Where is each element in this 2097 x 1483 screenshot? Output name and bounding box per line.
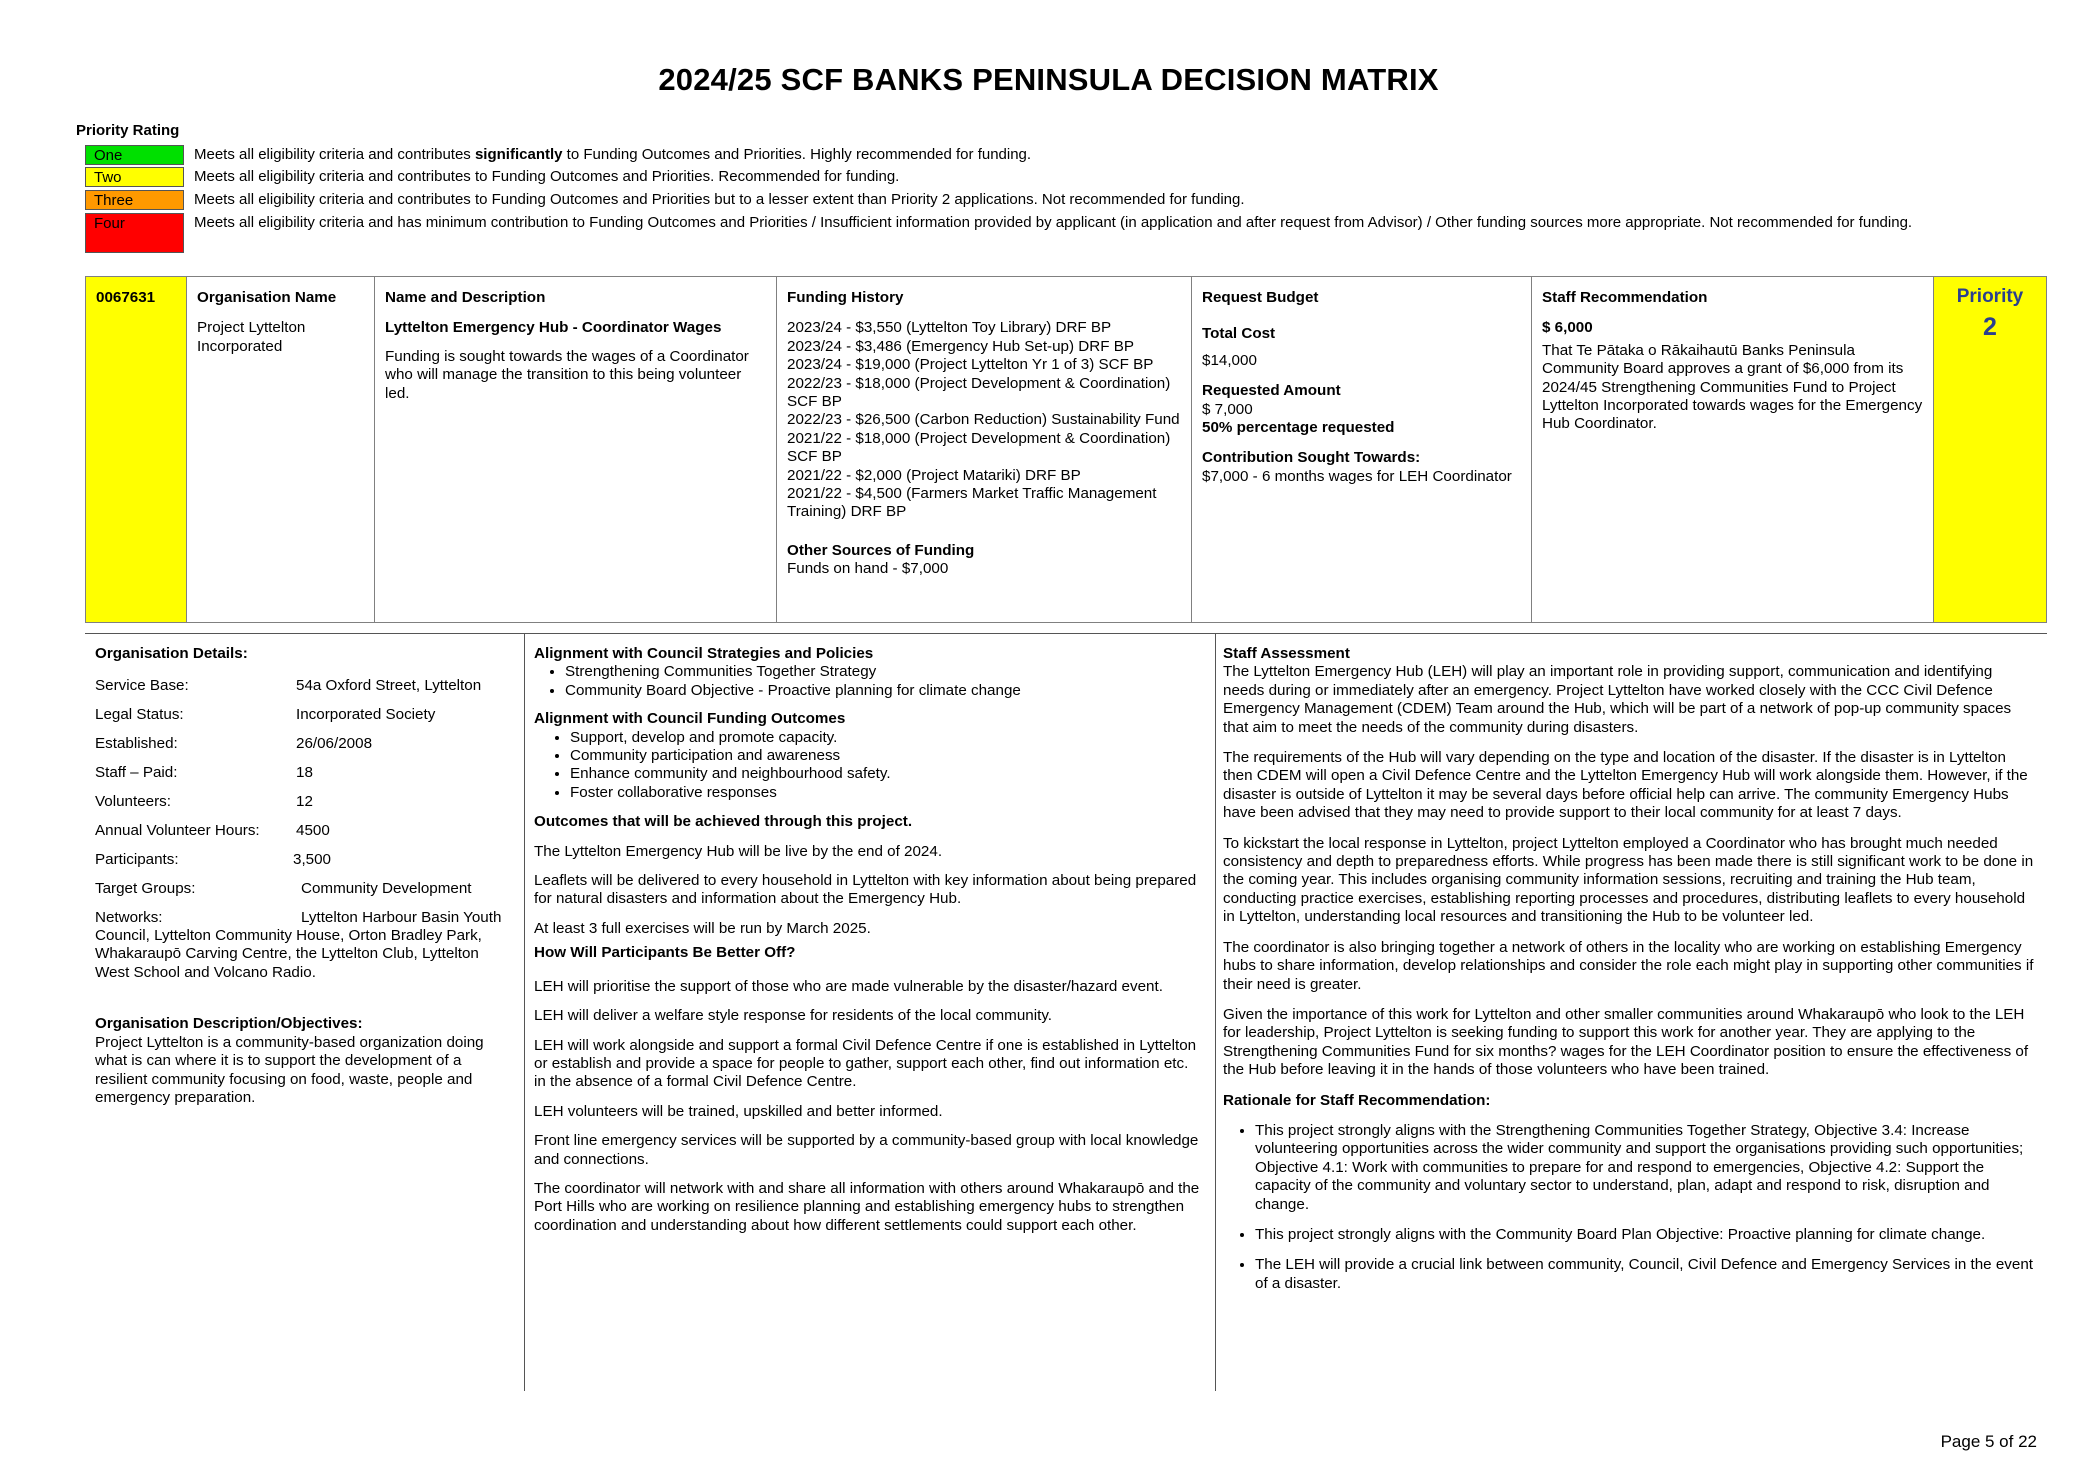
description-cell	[375, 277, 777, 622]
legend-swatch-three: Three	[85, 190, 184, 210]
legend-swatch-one: One	[85, 145, 184, 165]
list-item: • Community Board Objective - Proactive planning for climate change	[565, 682, 1204, 700]
requested-amount-label: Requested Amount	[1202, 382, 1341, 400]
legal-status-value: Incorporated Society	[296, 706, 436, 723]
legend-text-one: Meets all eligibility criteria and contributes significantly to Funding Outcomes and Priorities. Highly recommended for funding.	[194, 146, 1032, 163]
legend-swatch-four: Four	[85, 213, 184, 253]
funding-history-item: 2022/23 - $18,000 (Project Development & Coordination) SCF BP	[787, 374, 1171, 411]
funding-history-item: 2022/23 - $26,500 (Carbon Reduction) Sustainability Fund	[787, 411, 1180, 429]
better-off-paragraph: The coordinator will network with and share all information with others around Whakaraupō and the Port Hills who are working on resilience planning and establishing emergency hubs to strengthen coordination and understanding about how different settlements could support each other.	[534, 1179, 1200, 1234]
funding-history-header: Funding History	[787, 289, 904, 306]
list-item: • Community participation and awareness	[570, 747, 1204, 765]
staff-recommendation-header: Staff Recommendation	[1542, 289, 1708, 306]
legend-text-three: Meets all eligibility criteria and contributes to Funding Outcomes and Priorities but to a lesser extent than Priority 2 applications. Not recommended for funding.	[194, 191, 1245, 208]
list-item: • Foster collaborative responses	[570, 784, 1204, 802]
legend-text-two: Meets all eligibility criteria and contributes to Funding Outcomes and Priorities. Recommended for funding.	[194, 168, 900, 185]
legend-swatch-two: Two	[85, 167, 184, 187]
project-name: Lyttelton Emergency Hub - Coordinator Wages	[385, 319, 722, 337]
detail-label: Networks:	[95, 909, 163, 926]
staff-assessment-panel	[1223, 645, 2036, 1305]
funding-history-item: 2021/22 - $18,000 (Project Development & Coordination) SCF BP	[787, 429, 1171, 466]
column-divider-right	[1215, 634, 1216, 1391]
other-sources: Funds on hand - $7,000	[787, 560, 949, 578]
column-divider-left	[524, 634, 525, 1391]
detail-label: Participants:	[95, 851, 179, 868]
list-item: • Support, develop and promote capacity.	[570, 729, 1204, 747]
established-value: 26/06/2008	[296, 735, 373, 752]
networks-value-first: Lyttelton Harbour Basin Youth	[301, 909, 502, 926]
funding-history-item: 2023/24 - $19,000 (Project Lyttelton Yr 1 of 3) SCF BP	[787, 356, 1154, 374]
funding-history-item: 2023/24 - $3,486 (Emergency Hub Set-up) DRF BP	[787, 337, 1134, 355]
list-item: • Enhance community and neighbourhood safety.	[570, 765, 1204, 783]
contribution-label: Contribution Sought Towards:	[1202, 449, 1421, 467]
strategies-list	[534, 663, 1204, 700]
legend-text-four: Meets all eligibility criteria and has minimum contribution to Funding Outcomes and Priorities / Insufficient information provided by applicant (in application and after request from Advisor) / Other funding sources more appropriate. Not recommended for funding.	[194, 214, 1913, 231]
description-header: Name and Description	[385, 289, 546, 306]
priority-value: 2	[1983, 313, 1997, 342]
list-item: • The LEH will provide a crucial link between community, Council, Civil Defence and Emergency Services in the event of a disaster.	[1255, 1256, 2036, 1293]
detail-label: Service Base:	[95, 677, 189, 694]
assessment-paragraph: The coordinator is also bringing together a network of others in the locality who are working on establishing Emergency hubs to share information, develop relationships and consider the role each might play in supporting other communities if their need is greater.	[1223, 938, 2034, 993]
detail-label: Established:	[95, 735, 178, 752]
service-base-value: 54a Oxford Street, Lyttelton	[296, 677, 482, 694]
section-divider	[85, 633, 2047, 634]
other-sources-header: Other Sources of Funding	[787, 541, 975, 559]
staff-recommendation-amount: $ 6,000	[1542, 319, 1593, 337]
staff-recommendation-cell	[1532, 277, 1934, 622]
alignment-panel	[534, 645, 1204, 1246]
detail-label: Volunteers:	[95, 793, 171, 810]
funding-history-item: 2021/22 - $4,500 (Farmers Market Traffic Management Training) DRF BP	[787, 485, 1157, 521]
outcomes-achieved-heading: Outcomes that will be achieved through this project.	[534, 813, 913, 831]
contribution-sought: $7,000 - 6 months wages for LEH Coordinator	[1202, 467, 1512, 485]
participants-value: 3,500	[293, 851, 332, 868]
better-off-heading: How Will Participants Be Better Off?	[534, 944, 796, 962]
detail-label: Annual Volunteer Hours:	[95, 822, 260, 839]
percentage-requested: 50% percentage requested	[1202, 419, 1395, 437]
org-name-cell	[187, 277, 375, 622]
better-off-paragraph: LEH will deliver a welfare style response for residents of the local community.	[534, 1007, 1052, 1025]
assessment-paragraph: The Lyttelton Emergency Hub (LEH) will play an important role in providing support, communication and identifying needs during or immediately after an emergency. Project Lyttelton have worked closely with the CCC Civil Defence Emergency Management (CDEM) Team around the Hub, which will be part of a network of pop-up community spaces that aim to meet the needs of the community during disasters.	[1223, 663, 2012, 736]
project-description: Funding is sought towards the wages of a Coordinator who will manage the transition to this being volunteer led.	[385, 347, 749, 402]
request-budget-header: Request Budget	[1202, 289, 1319, 306]
org-description: Project Lyttelton is a community-based organization doing what is can where it is to support the development of a resilient community focusing on food, waste, people and emergency preparation.	[95, 1034, 484, 1107]
rationale-heading: Rationale for Staff Recommendation:	[1223, 1091, 1491, 1109]
volunteers-value: 12	[296, 793, 313, 810]
funding-history-item: 2021/22 - $2,000 (Project Matariki) DRF BP	[787, 466, 1081, 484]
assessment-paragraph: The requirements of the Hub will vary depending on the type and location of the disaster. If the disaster is in Lyttelton then CDEM will open a Civil Defence Centre and the Lyttelton Emergency Hub will work alongside them. However, if the disaster is outside of Lyttelton it may be several days before official help can arrive. The community Emergency Hubs have been advised that they may need to provide support to their local community for at least 7 days.	[1223, 749, 2028, 822]
outcome-paragraph: The Lyttelton Emergency Hub will be live by the end of 2024.	[534, 842, 943, 860]
application-id-cell	[86, 277, 187, 622]
assessment-paragraph: To kickstart the local response in Lyttelton, project Lyttelton employed a Coordinator who has brought much needed consistency and depth to preparedness efforts. While progress has been made there is still significant work to be done in the coming year. This includes organising community information sessions, recruiting and training the Hub team, conducting practice exercises, establishing reporting processes and procedures, distributing leaflets to every household in Lyttelton, understanding local resources and transitioning the Hub to be volunteer led.	[1223, 834, 2034, 926]
funding-history-cell	[777, 277, 1192, 622]
networks-value-rest: Council, Lyttelton Community House, Orton Bradley Park, Whakaraupō Carving Centre, the Lyttelton Club, Lyttelton West School and Volcano Radio.	[95, 927, 482, 981]
target-groups-value: Community Development	[301, 880, 472, 897]
priority-rating-heading: Priority Rating	[76, 122, 180, 139]
org-description-heading: Organisation Description/Objectives:	[95, 1015, 363, 1032]
application-summary-table	[85, 276, 2047, 623]
staff-paid-value: 18	[296, 764, 313, 781]
page-title: 2024/25 SCF BANKS PENINSULA DECISION MATRIX	[658, 62, 1439, 97]
better-off-paragraph: LEH will prioritise the support of those who are made vulnerable by the disaster/hazard event.	[534, 977, 1163, 995]
staff-recommendation-text: That Te Pātaka o Rākaihautū Banks Peninsula Community Board approves a grant of $6,000 from its 2024/45 Strengthening Communities Fund to Project Lyttelton Incorporated towards wages for the Emergency Hub Coordinator.	[1542, 341, 1923, 433]
list-item: • This project strongly aligns with the Strengthening Communities Together Strategy, Objective 3.4: Increase volunteering opportunities across the wider community and support the organisations providing such opportunities; Objective 4.1: Work with communities to prepare for and respond to emergencies, Objective 4.2: Support the capacity of the community and voluntary sector to understand, plan, adapt and respond to risk, disruption and change.	[1255, 1122, 2036, 1214]
priority-cell	[1934, 277, 2046, 622]
volunteer-hours-value: 4500	[296, 822, 330, 839]
request-budget-cell	[1192, 277, 1532, 622]
detail-label: Legal Status:	[95, 706, 184, 723]
outcome-paragraph: At least 3 full exercises will be run by March 2025.	[534, 919, 871, 937]
application-id: 0067631	[96, 289, 156, 306]
priority-label: Priority	[1956, 286, 2024, 307]
better-off-paragraph: Front line emergency services will be supported by a community-based group with local knowledge and connections.	[534, 1132, 1199, 1168]
total-cost-label: Total Cost	[1202, 325, 1276, 343]
list-item: • Strengthening Communities Together Strategy	[565, 663, 1204, 681]
org-details-heading: Organisation Details:	[95, 645, 248, 662]
funding-history-item: 2023/24 - $3,550 (Lyttelton Toy Library) DRF BP	[787, 319, 1112, 337]
detail-label: Staff – Paid:	[95, 764, 178, 781]
staff-assessment-heading: Staff Assessment	[1223, 645, 1350, 662]
total-cost: $14,000	[1202, 351, 1257, 369]
outcome-paragraph: Leaflets will be delivered to every household in Lyttelton with key information about being prepared for natural disasters and information about the Emergency Hub.	[534, 872, 1197, 908]
requested-amount: $ 7,000	[1202, 400, 1253, 418]
strategies-heading: Alignment with Council Strategies and Policies	[534, 645, 874, 662]
better-off-paragraph: LEH will work alongside and support a formal Civil Defence Centre if one is established in Lyttelton or establish and provide a space for people to gather, support each other, find out information etc. in the absence of a formal Civil Defence Centre.	[534, 1036, 1197, 1091]
better-off-paragraph: LEH volunteers will be trained, upskilled and better informed.	[534, 1102, 943, 1120]
page-number: Page 5 of 22	[1940, 1432, 2037, 1451]
org-name: Project Lyttelton Incorporated	[197, 319, 306, 355]
funding-outcomes-heading: Alignment with Council Funding Outcomes	[534, 710, 846, 728]
list-item: • This project strongly aligns with the Community Board Plan Objective: Proactive planning for climate change.	[1255, 1226, 2036, 1244]
org-name-header: Organisation Name	[197, 289, 337, 306]
rationale-list	[1223, 1122, 2036, 1293]
organisation-details-panel	[95, 645, 515, 1205]
detail-label: Target Groups:	[95, 880, 196, 897]
funding-outcomes-list	[534, 729, 1204, 803]
assessment-paragraph: Given the importance of this work for Lyttelton and other smaller communities around Whakaraupō who look to the LEH for leadership, Project Lyttelton is seeking funding to support this work for another year. They are applying to the Strengthening Communities Fund for six months? wages for the LEH Coordinator position to ensure the effectiveness of the Hub before leaving it in the hands of those volunteers who have been trained.	[1223, 1005, 2029, 1079]
